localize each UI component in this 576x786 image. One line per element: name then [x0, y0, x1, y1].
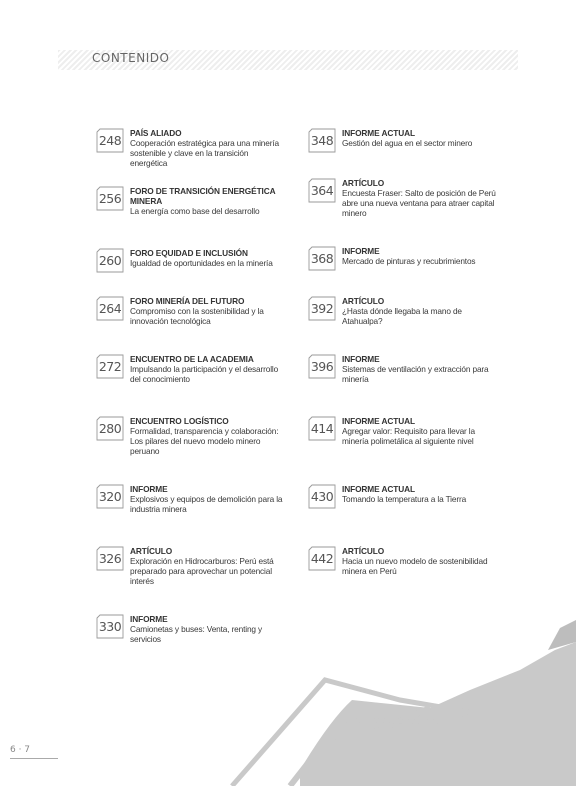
page-number-box — [96, 296, 124, 321]
entry-description: Mercado de pinturas y recubrimientos — [342, 256, 476, 266]
page-number-box — [96, 186, 124, 211]
page-number: 248 — [98, 133, 122, 148]
entry-text — [130, 484, 286, 514]
page-number-box — [96, 248, 124, 273]
page-number-box — [308, 296, 336, 321]
entry-category: FORO DE TRANSICIÓN ENERGÉTICA MINERA — [130, 186, 276, 206]
entry-category: INFORME — [130, 484, 168, 494]
entry-text — [342, 416, 498, 446]
folio: 6 · 7 — [10, 745, 31, 755]
entry-description: Agregar valor: Requisito para llevar la minería polimetálica al siguiente nivel — [342, 426, 475, 446]
entry-description: Cooperación estratégica para una minería sostenible y clave en la transición energética — [130, 138, 279, 168]
page-number-box — [96, 128, 124, 153]
entry-text — [130, 546, 286, 586]
entry-text — [342, 128, 498, 148]
entry-text — [130, 296, 286, 326]
entry-text — [130, 248, 286, 268]
entry-category: INFORME ACTUAL — [342, 484, 415, 494]
page-number-box — [308, 546, 336, 571]
entry-category: INFORME — [130, 614, 168, 624]
page-number-box — [308, 354, 336, 379]
entry-description: La energía como base del desarrollo — [130, 206, 260, 216]
entry-text — [342, 296, 498, 326]
entry-text — [342, 484, 498, 504]
entry-text — [342, 178, 498, 218]
entry-text — [342, 354, 498, 384]
page-number: 280 — [98, 421, 122, 436]
entry-text — [130, 614, 286, 644]
page-number: 430 — [310, 489, 334, 504]
entry-description: Compromiso con la sostenibilidad y la innovación tecnológica — [130, 306, 264, 326]
entry-text — [130, 416, 286, 456]
entry-text — [130, 128, 286, 168]
entry-category: ARTÍCULO — [342, 296, 385, 306]
entry-description: Formalidad, transparencia y colaboración: Los pilares del nuevo modelo minero peruano — [130, 426, 279, 456]
page-number-box — [96, 546, 124, 571]
page-number: 368 — [310, 251, 334, 266]
entry-text — [342, 246, 498, 266]
entry-category: ARTÍCULO — [342, 546, 385, 556]
page-number: 260 — [98, 253, 122, 268]
page-number: 320 — [98, 489, 122, 504]
page-title: CONTENIDO — [92, 51, 170, 65]
entry-description: ¿Hasta dónde llegaba la mano de Atahualpa? — [342, 306, 462, 326]
folio-rule — [10, 758, 58, 759]
entry-category: INFORME ACTUAL — [342, 416, 415, 426]
entry-text — [342, 546, 498, 576]
page-number: 414 — [310, 421, 334, 436]
page-number: 364 — [310, 183, 334, 198]
page-number: 326 — [98, 551, 122, 566]
entry-category: FORO MINERÍA DEL FUTURO — [130, 296, 245, 306]
page-number: 396 — [310, 359, 334, 374]
page-number-box — [96, 614, 124, 639]
entry-description: Impulsando la participación y el desarrollo del conocimiento — [130, 364, 279, 384]
page-number-box — [96, 484, 124, 509]
entry-description: Gestión del agua en el sector minero — [342, 138, 473, 148]
page-number: 348 — [310, 133, 334, 148]
page-number: 256 — [98, 191, 122, 206]
page-number-box — [96, 354, 124, 379]
entry-text — [130, 186, 286, 216]
entry-description: Camionetas y buses: Venta, renting y servicios — [130, 624, 263, 644]
entry-category: FORO EQUIDAD E INCLUSIÓN — [130, 248, 248, 258]
entry-description: Igualdad de oportunidades en la minería — [130, 258, 273, 268]
entry-description: Hacia un nuevo modelo de sostenibilidad minera en Perú — [342, 556, 488, 576]
entry-description: Encuesta Fraser: Salto de posición de Perú abre una nueva ventana para atraer capital minero — [342, 188, 496, 218]
entry-description: Explosivos y equipos de demolición para la industria minera — [130, 494, 283, 514]
entry-description: Sistemas de ventilación y extracción para minería — [342, 364, 489, 384]
entry-category: PAÍS ALIADO — [130, 128, 182, 138]
page-number-box — [308, 416, 336, 441]
page-number-box — [308, 246, 336, 271]
entry-text — [130, 354, 286, 384]
entry-category: INFORME ACTUAL — [342, 128, 415, 138]
page-number-box — [96, 416, 124, 441]
entry-category: ARTÍCULO — [342, 178, 385, 188]
entry-description: Tomando la temperatura a la Tierra — [342, 494, 467, 504]
entry-category: INFORME — [342, 246, 380, 256]
entry-description: Exploración en Hidrocarburos: Perú está preparado para aprovechar un potencial interés — [130, 556, 274, 586]
page-number-box — [308, 178, 336, 203]
entry-category: ENCUENTRO DE LA ACADEMIA — [130, 354, 254, 364]
entry-category: ENCUENTRO LOGÍSTICO — [130, 416, 229, 426]
page-number: 264 — [98, 301, 122, 316]
page-number: 392 — [310, 301, 334, 316]
page-number: 330 — [98, 619, 122, 634]
page-number: 442 — [310, 551, 334, 566]
page-number-box — [308, 484, 336, 509]
page-number: 272 — [98, 359, 122, 374]
entry-category: INFORME — [342, 354, 380, 364]
entry-category: ARTÍCULO — [130, 546, 173, 556]
page-number-box — [308, 128, 336, 153]
